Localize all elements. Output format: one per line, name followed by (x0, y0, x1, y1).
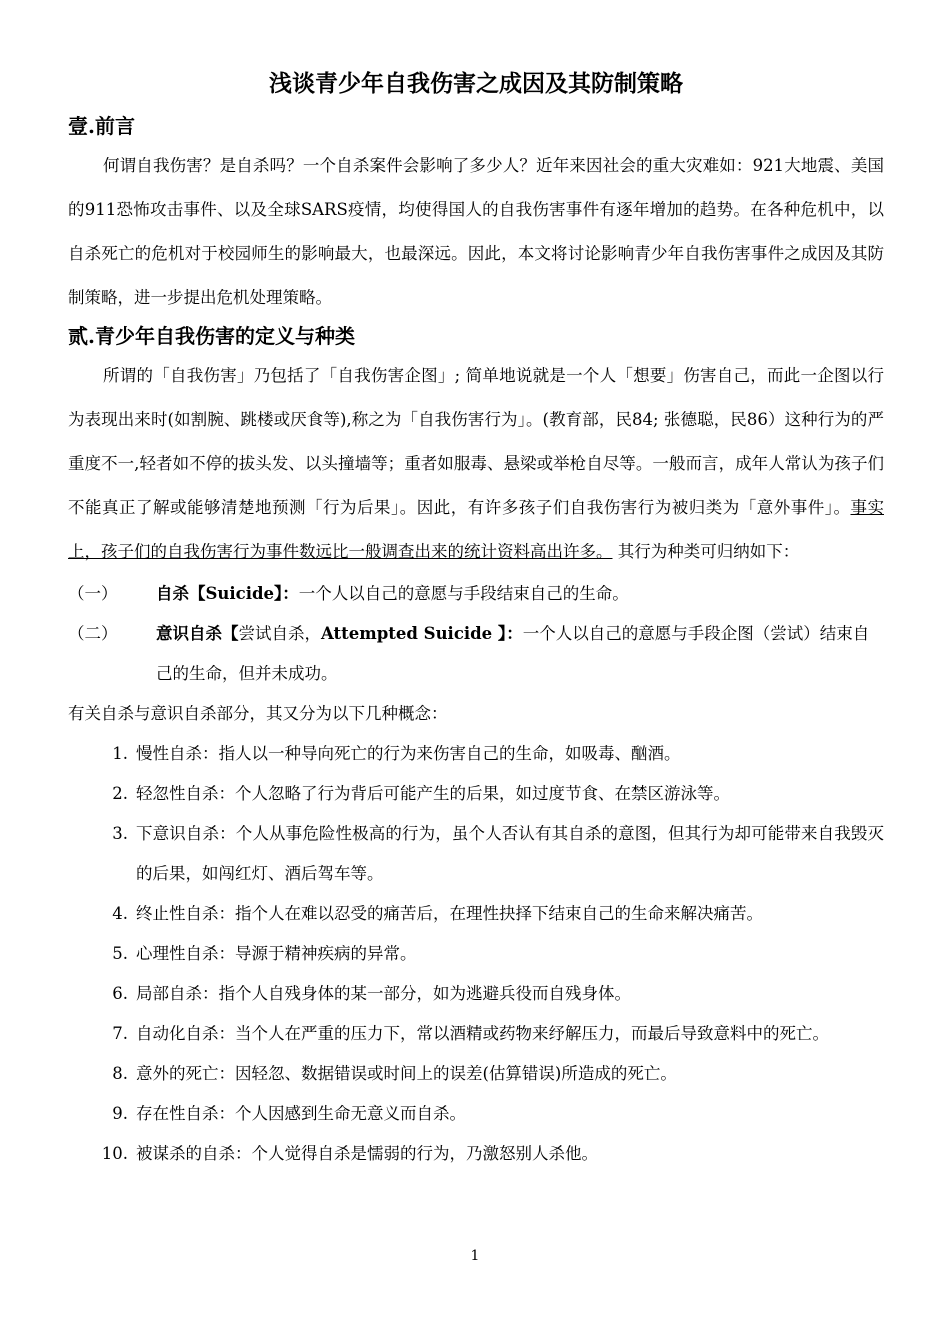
list-item (68, 1094, 884, 1134)
definition-paragraph-underlined: 事实上，孩子们的自我伤害行为事件数远比一般调查出来的统计资料高出许多。 (68, 498, 884, 561)
list-item (68, 734, 884, 774)
definition-item-attempted-suicide (68, 614, 884, 694)
definition-number: （一） (68, 584, 118, 603)
list-text: 意外的死亡：因轻忽、数据错误或时间上的误差(估算错误)所造成的死亡。 (136, 1064, 677, 1083)
list-text: 存在性自杀：个人因感到生命无意义而自杀。 (136, 1104, 466, 1123)
list-text: 局部自杀：指个人自残身体的某一部分，如为逃避兵役而自残身体。 (136, 984, 631, 1003)
list-number: 3. (112, 824, 128, 843)
definition-term-c: Attempted Suicide 】 (321, 624, 507, 643)
definition-paragraph (68, 354, 884, 574)
list-number: 4. (112, 904, 128, 923)
definition-separator: ： (282, 584, 299, 603)
definition-description: 一个人以自己的意愿与手段结束自己的生命。 (298, 584, 629, 603)
list-item (68, 1134, 884, 1174)
list-number: 6. (112, 984, 128, 1003)
document-page (68, 60, 884, 1174)
definition-paragraph-main: 所谓的「自我伤害」乃包括了「自我伤害企图」; 简单地说就是一个人「想要」伤害自己，而此一企图以行为表现出来时(如割腕、跳楼或厌食等),称之为「自我伤害行为」。(教育部，民84; 张德聪，民86）这种行为的严重度不一,轻者如不停的拔头发、以头撞墙等；重者如服毒、悬梁或举枪自尽等。一般而言，成年人常认为孩子们不能真正了解或能够清楚地预测「行为后果」。因此，有许多孩子们自我伤害行为被归类为「意外事件」。 (68, 366, 884, 517)
list-item (68, 814, 884, 894)
section-heading-definition: 贰.青少年自我伤害的定义与种类 (68, 324, 355, 348)
list-item (68, 1014, 884, 1054)
list-number: 7. (112, 1024, 128, 1043)
list-text: 下意识自杀：个人从事危险性极高的行为，虽个人否认有其自杀的意图，但其行为却可能带来自我毁灭的后果，如闯红灯、酒后驾车等。 (136, 824, 884, 883)
definition-term-a: 意识自杀【 (156, 624, 239, 643)
list-text: 自动化自杀：当个人在严重的压力下，常以酒精或药物来纾解压力，而最后导致意料中的死亡。 (136, 1024, 829, 1043)
list-number: 10. (101, 1144, 128, 1163)
definition-term: 自杀【Suicide】 (156, 584, 283, 603)
list-number: 2. (112, 784, 128, 803)
definition-term-b: 尝试自杀， (238, 624, 321, 643)
list-number: 1. (112, 744, 128, 763)
preface-paragraph: 何谓自我伤害？是自杀吗？一个自杀案件会影响了多少人？近年来因社会的重大灾难如：921大地震、美国的911恐怖攻击事件、以及全球SARS疫情，均使得国人的自我伤害事件有逐年增加的趋势。在各种危机中，以自杀死亡的危机对于校园师生的影响最大，也最深远。因此，本文将讨论影响青少年自我伤害事件之成因及其防制策略，进一步提出危机处理策略。 (68, 156, 884, 307)
list-text: 心理性自杀：导源于精神疾病的异常。 (136, 944, 417, 963)
definition-description: 一个人以自己的意愿与手段企图（尝试）结束自己的生命，但并未成功。 (156, 624, 870, 683)
definition-text (156, 614, 884, 694)
definition-separator: ： (506, 624, 523, 643)
definition-paragraph-tail: 其行为种类可归纳如下： (617, 542, 800, 561)
list-item (68, 1054, 884, 1094)
list-text: 被谋杀的自杀：个人觉得自杀是懦弱的行为，乃激怒别人杀他。 (136, 1144, 598, 1163)
concepts-list (68, 734, 884, 1174)
list-item (68, 934, 884, 974)
definition-number: （二） (68, 624, 118, 643)
list-item (68, 974, 884, 1014)
list-number: 5. (112, 944, 128, 963)
list-text: 轻忽性自杀：个人忽略了行为背后可能产生的后果，如过度节食、在禁区游泳等。 (136, 784, 730, 803)
page-number: 1 (470, 1248, 480, 1264)
document-title: 浅谈青少年自我伤害之成因及其防制策略 (269, 70, 683, 97)
list-number: 8. (112, 1064, 128, 1083)
section-heading-preface: 壹.前言 (68, 114, 135, 138)
list-number: 9. (112, 1104, 128, 1123)
definition-text (156, 574, 884, 614)
list-text: 终止性自杀：指个人在难以忍受的痛苦后，在理性抉择下结束自己的生命来解决痛苦。 (136, 904, 763, 923)
list-text: 慢性自杀：指人以一种导向死亡的行为来伤害自己的生命，如吸毒、酗酒。 (136, 744, 681, 763)
concepts-intro: 有关自杀与意识自杀部分，其又分为以下几种概念： (68, 704, 448, 723)
list-item (68, 894, 884, 934)
definition-item-suicide (68, 574, 884, 614)
list-item (68, 774, 884, 814)
